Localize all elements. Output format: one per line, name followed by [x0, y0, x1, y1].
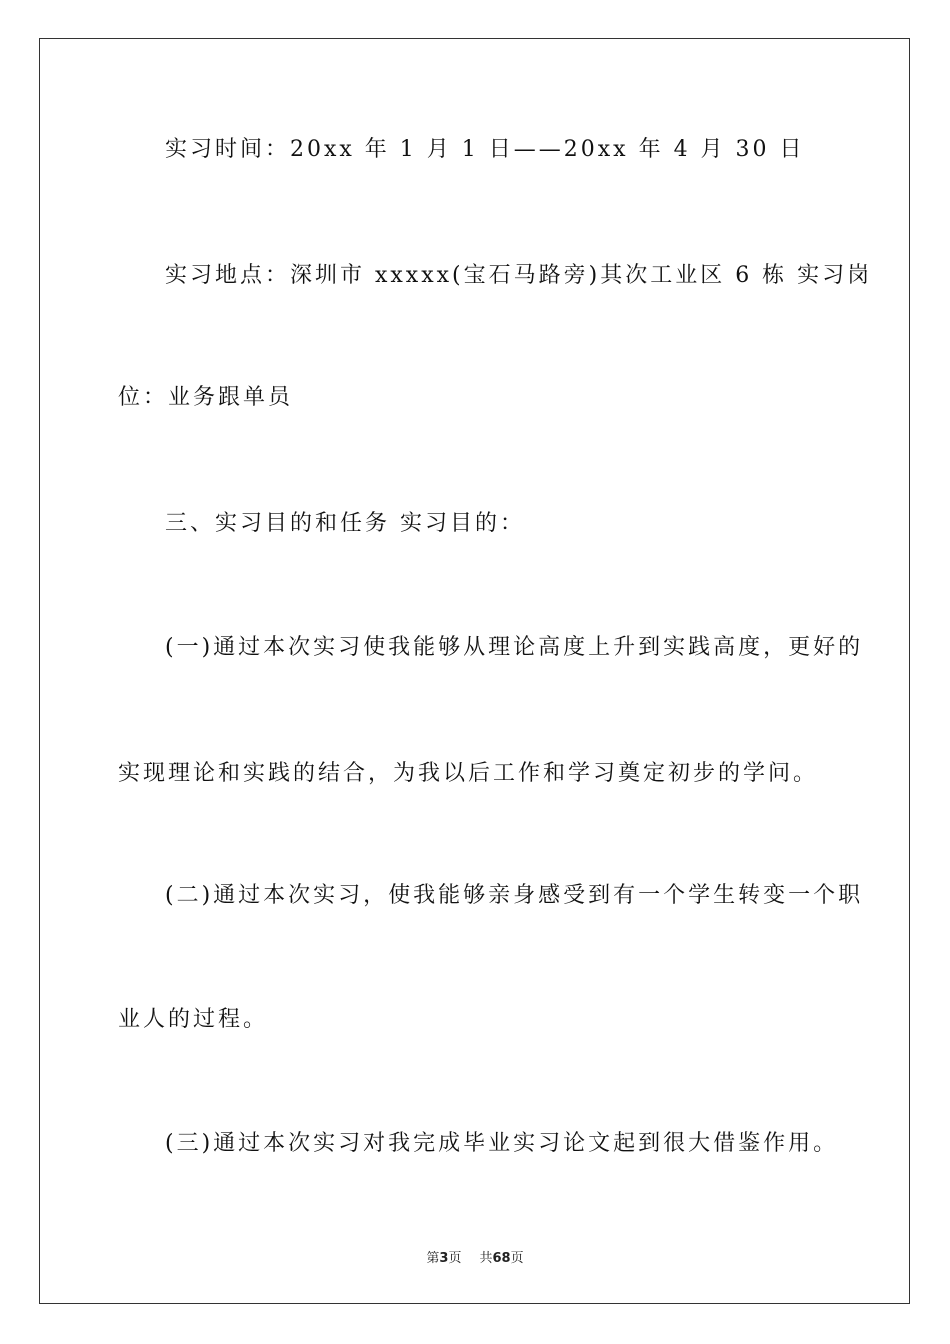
total-pages: 68 [492, 1251, 511, 1266]
paragraph-line: (二)通过本次实习，使我能够亲身感受到有一个学生转变一个职 [165, 883, 864, 908]
paragraph-line: (三)通过本次实习对我完成毕业实习论文起到很大借鉴作用。 [165, 1131, 839, 1156]
page-suffix: 页 [448, 1251, 462, 1266]
page-frame [39, 38, 910, 1304]
page-footer [0, 1247, 950, 1266]
internship-location-line: 实习地点：深圳市 xxxxx(宝石马路旁)其次工业区 6 栋 实习岗 [165, 263, 873, 288]
internship-position-line: 位：业务跟单员 [118, 385, 294, 410]
total-suffix: 页 [510, 1251, 524, 1266]
section-heading: 三、实习目的和任务 实习目的： [165, 511, 525, 536]
page-number: 3 [439, 1251, 449, 1266]
paragraph-line: (一)通过本次实习使我能够从理论高度上升到实践高度，更好的 [165, 635, 864, 660]
page-prefix: 第 [426, 1251, 440, 1266]
paragraph-line: 业人的过程。 [118, 1007, 269, 1032]
total-prefix: 共 [479, 1251, 493, 1266]
internship-time-line: 实习时间：20xx 年 1 月 1 日——20xx 年 4 月 30 日 [165, 137, 805, 162]
paragraph-line: 实现理论和实践的结合，为我以后工作和学习奠定初步的学问。 [118, 761, 819, 786]
